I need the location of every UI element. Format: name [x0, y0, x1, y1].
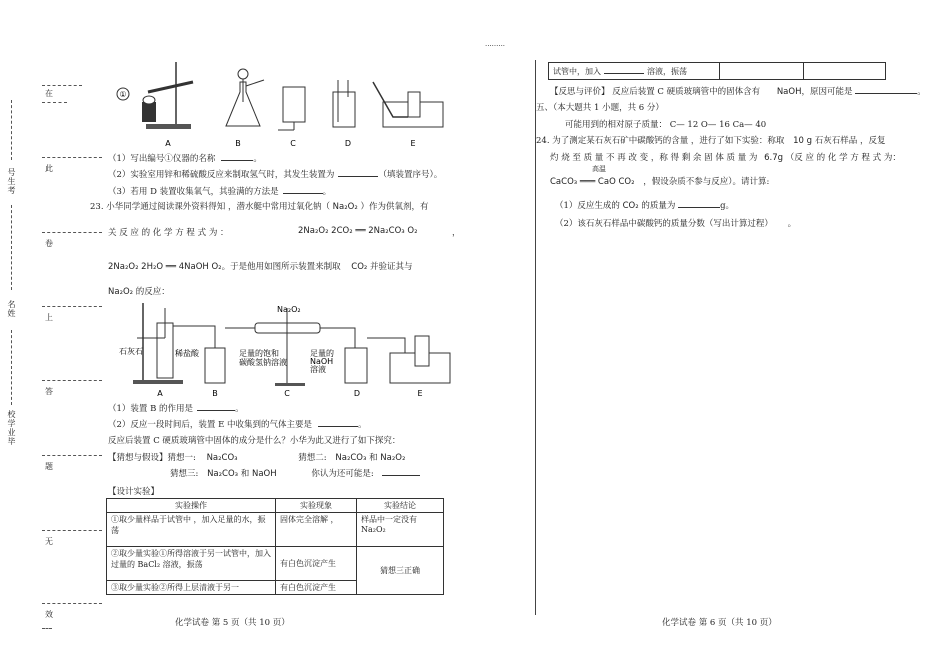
answer-blank[interactable]	[318, 426, 358, 427]
guess-line-2: 猜想三: Na₂CO₃ 和 NaOH 你认为还可能是:	[170, 467, 420, 479]
q22-3: （3）若用 D 装置收集氧气，其验满的方法是 。	[108, 187, 332, 197]
apparatus-a	[117, 62, 193, 148]
fig2-label-d: D	[353, 389, 361, 398]
section-5-title: 五、（本大题共 1 小题，共 6 分）	[536, 103, 664, 113]
q23-2: （2）反应一段时间后，装置 E 中收集到的气体主要是 。	[108, 420, 367, 430]
fig1-label-d: D	[344, 139, 352, 148]
header-cell: 实验现象	[276, 499, 357, 513]
table-cell: 有白色沉淀产生	[276, 581, 357, 595]
q24-line-2: 灼 烧 至 质 量 不 再 改 变 ，称 得 剩 余 固 体 质 量 为 6.7g （反 应 的 化 学 方 程 式 为：	[550, 153, 901, 163]
apparatus-figure-1	[108, 62, 448, 154]
fig1-label-1: ①	[119, 90, 127, 99]
apparatus-b	[226, 69, 264, 148]
margin-word: 在	[45, 89, 53, 98]
label-bottle-b-2: 碳酸氢钠溶液	[239, 358, 287, 367]
experiment-table	[106, 498, 444, 595]
reflect-line: 【反思与评价】 反应后装置 C 硬质玻璃管中的固体含有 NaOH，原因可能是 。	[550, 87, 926, 97]
continued-table	[548, 62, 886, 80]
fig1-label-c: C	[290, 139, 296, 148]
table-row	[549, 63, 886, 80]
apparatus-figure-2	[115, 298, 455, 400]
q24-1: （1）反应生成的 CO₂ 的质量为 g。	[555, 201, 735, 211]
table-header	[107, 499, 444, 513]
atomic-masses: 可能用到的相对原子质量： C— 12 O— 16 Ca— 40	[565, 120, 767, 130]
guess-line-1: 【猜想与假设】猜想一: Na₂CO₃ 猜想二: Na₂CO₃ 和 Na₂O₂	[108, 453, 406, 463]
q23-3: 反应后装置 C 硬质玻璃管中固体的成分是什么？小华为此又进行了如下探究：	[108, 436, 401, 446]
label-acid: 稀盐酸	[175, 349, 199, 358]
label-limestone: 石灰石	[119, 347, 143, 356]
footer-page-6: 化学试卷 第 6 页（共 10 页）	[662, 618, 777, 628]
field-exam-number: 号生考	[7, 168, 16, 195]
table-cell: ③取少量实验②所得上层清液于另一	[107, 581, 276, 595]
q24-line-3: CaCO₃ ═══ CaO CO₂ ，假设杂质不参与反应）。请计算:	[550, 177, 770, 187]
margin-word: 此	[45, 164, 53, 173]
apparatus-c	[278, 87, 305, 148]
fig2-label-a: A	[157, 389, 163, 398]
fig2-label-e: E	[417, 389, 423, 398]
table-row	[107, 547, 444, 581]
footer-page-5: 化学试卷 第 5 页（共 10 页）	[175, 618, 290, 628]
table-cell: 固体完全溶解 ，	[276, 513, 357, 547]
field-school: 校学业毕	[7, 410, 16, 446]
apparatus-a2	[119, 303, 200, 398]
fig2-label-b: B	[212, 389, 218, 398]
answer-blank[interactable]	[338, 176, 378, 177]
apparatus-e2	[390, 336, 450, 398]
header-cell: 实验结论	[357, 499, 444, 513]
margin-word: 题	[45, 462, 53, 471]
answer-blank[interactable]	[855, 93, 917, 94]
table-cell: 猜想三正确	[357, 547, 444, 595]
q23-equation-label: 关 反 应 的 化 学 方 程 式 为 ：	[108, 228, 229, 238]
table-cell: 样品中一定没有 Na₂O₂	[357, 513, 444, 547]
header-cell: 实验操作	[107, 499, 276, 513]
apparatus-e	[373, 82, 443, 148]
margin-word: 答	[45, 387, 53, 396]
answer-blank[interactable]	[678, 207, 720, 208]
label-bottle-d-2: NaOH	[310, 357, 334, 366]
table-cell: 有白色沉淀产生	[276, 547, 357, 581]
answer-blank[interactable]	[604, 73, 644, 74]
fig2-label-c: C	[284, 389, 290, 398]
design-label: 【设计实验】	[108, 487, 160, 497]
answer-blank[interactable]	[197, 410, 235, 411]
q23-equation-2-line: 2Na₂O₂ 2H₂O ══ 4NaOH O₂。于是他用如图所示装置来制取 CO₂ 并验证其与	[108, 262, 413, 272]
q23-equation-1-end: ，	[452, 228, 461, 238]
label-bottle-d-1: 足量的	[310, 349, 334, 358]
label-na2o2: Na₂O₂	[277, 305, 301, 314]
apparatus-d	[333, 80, 355, 148]
table-cell: ②取少量实验①所得溶液于另一试管中，加入过量的 BaCl₂ 溶液，振荡	[107, 547, 276, 581]
table-cell: 试管中，加入 溶液，振荡	[549, 63, 720, 80]
table-cell	[804, 63, 886, 80]
margin-word: 卷	[45, 239, 53, 248]
table-cell	[720, 63, 804, 80]
table-row	[107, 513, 444, 547]
q23-na2o2-reaction: Na₂O₂ 的反应：	[108, 287, 170, 297]
margin-word: 效	[45, 610, 53, 619]
q22-1: （1）写出编号①仪器的名称 。	[108, 154, 262, 164]
answer-blank[interactable]	[221, 160, 253, 161]
q23-1: （1）装置 B 的作用是 。	[108, 404, 244, 414]
fig1-label-a: A	[165, 139, 171, 148]
q23-equation-1: 2Na₂O₂ 2CO₂ ══ 2Na₂CO₃ O₂	[298, 226, 418, 236]
apparatus-b2	[205, 348, 287, 398]
fig1-label-e: E	[410, 139, 416, 148]
label-bottle-d-3: 溶液	[310, 365, 326, 374]
q24-2: （2）该石灰石样品中碳酸钙的质量分数（写出计算过程） 。	[555, 219, 797, 229]
answer-blank[interactable]	[283, 193, 323, 194]
q24-eq-condition: 高温	[592, 165, 606, 173]
q22-2: （2）实验室用锌和稀硫酸反应来制取氢气时，其发生装置为 （填装置序号）。	[108, 170, 443, 180]
q23-intro: 23. 小华同学通过阅读课外资料得知 ，潜水艇中常用过氧化钠（ Na₂O₂ ）作为供氧剂，有	[90, 202, 429, 212]
margin-word: 无	[45, 537, 53, 546]
label-bottle-b-1: 足量的饱和	[239, 349, 279, 358]
margin-word: 上	[45, 313, 53, 322]
fig1-label-b: B	[235, 139, 241, 148]
field-name: 名姓	[7, 300, 16, 318]
table-cell: ①取少量样品于试管中 ，加入足量的水，振荡	[107, 513, 276, 547]
q24-line-1: 24. 为了测定某石灰石矿中碳酸钙的含量 ，进行了如下实验：称取 10 g 石灰石样品 ，反复	[536, 136, 886, 146]
header-dots: .........	[485, 40, 506, 48]
apparatus-d2	[310, 348, 367, 398]
answer-blank[interactable]	[382, 475, 420, 476]
